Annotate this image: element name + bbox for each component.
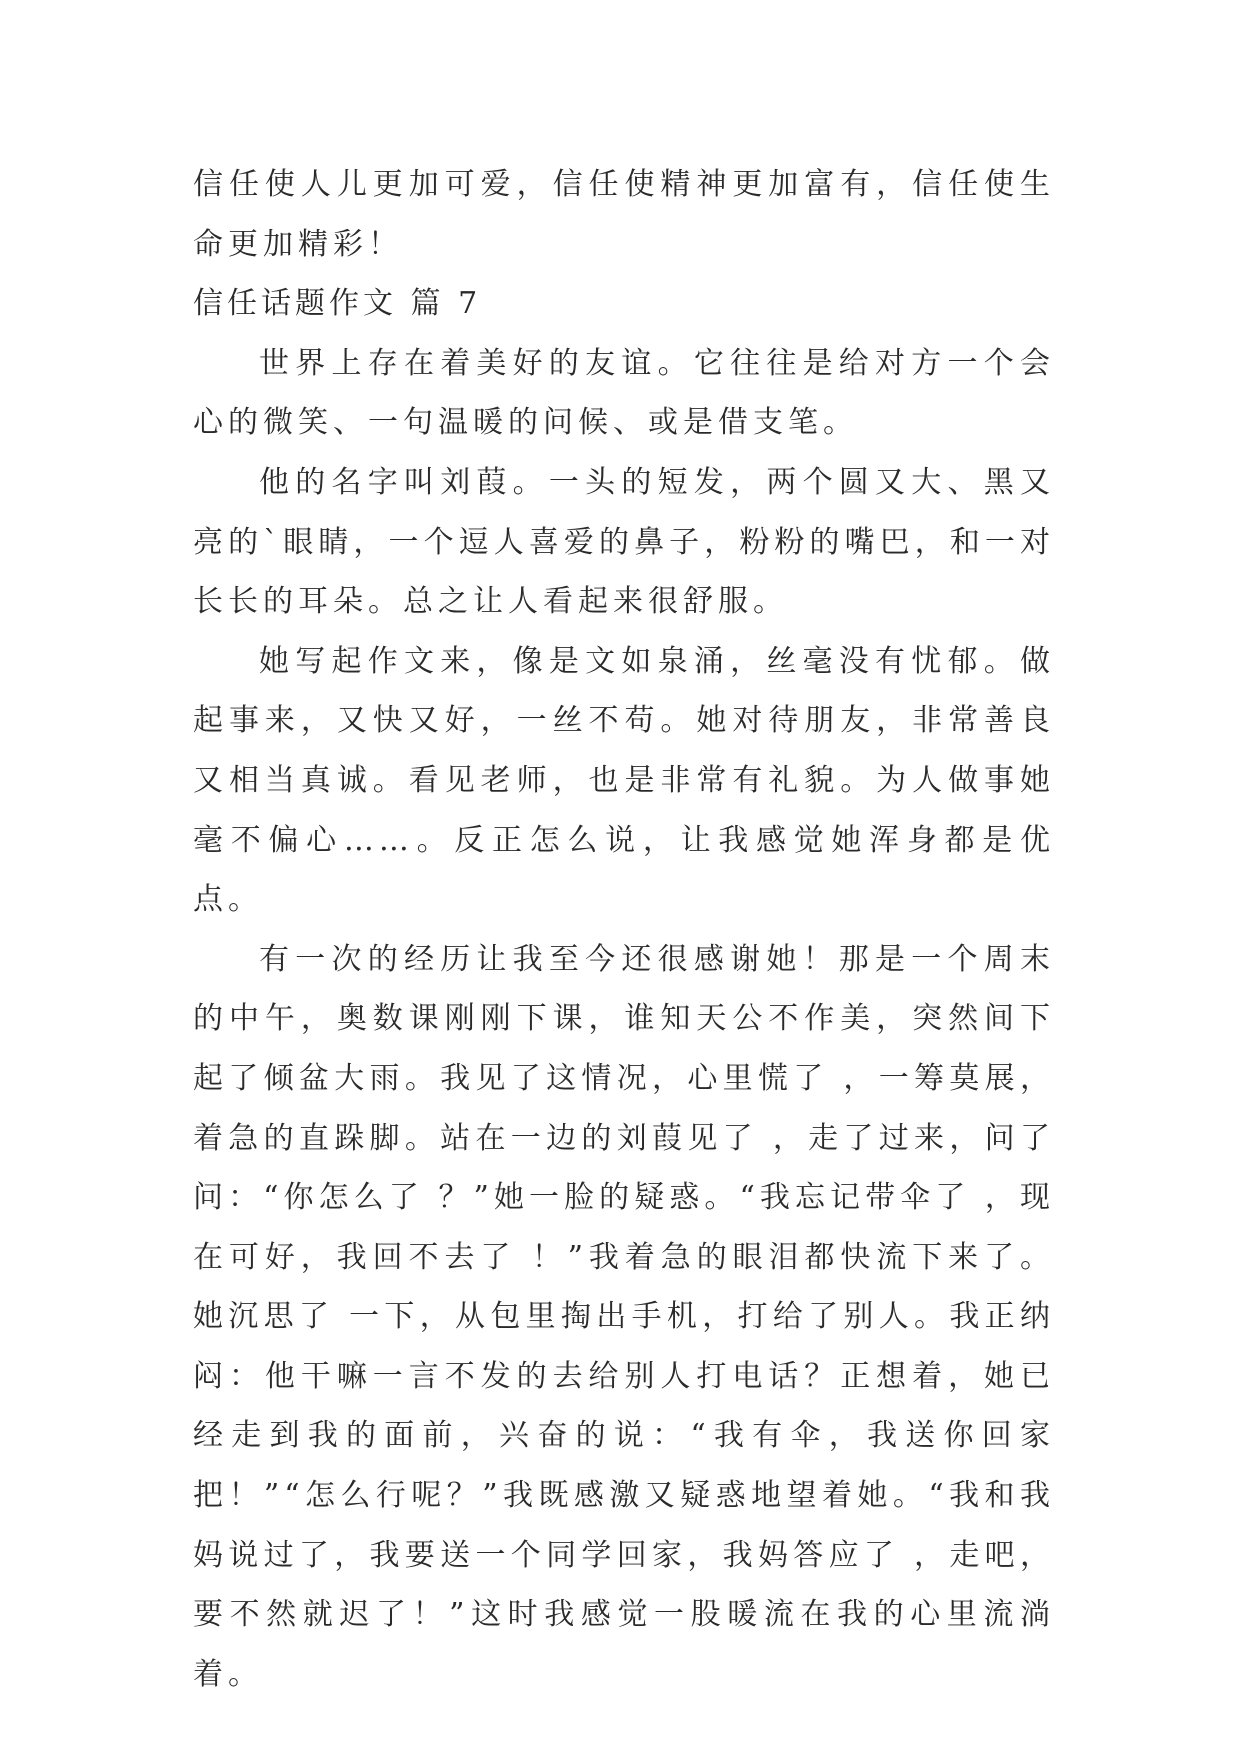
paragraph-1: 世界上存在着美好的友谊。它往往是给对方一个会心的微笑、一句温暖的问候、或是借支笔。 xyxy=(193,345,1055,441)
document-body xyxy=(193,155,1055,1704)
paragraph-2: 他的名字叫刘葭。一头的短发，两个圆又大、黑又亮的`眼睛，一个逗人喜爱的鼻子，粉粉的嘴巴，和一对长长的耳朵。总之让人看起来很舒服。 xyxy=(193,464,1055,620)
paragraph-3: 她写起作文来，像是文如泉涌，丝毫没有忧郁。做起事来，又快又好，一丝不苟。她对待朋友，非常善良又相当真诚。看见老师，也是非常有礼貌。为人做事她毫不偏心……。反正怎么说，让我感觉她浑身都是优点。 xyxy=(193,643,1055,918)
paragraph-4: 有一次的经历让我至今还很感谢她！那是一个周末的中午，奥数课刚刚下课，谁知天公不作美，突然间下起了倾盆大雨。我见了这情况，心里慌了 ，一筹莫展，着急的直跺脚。站在一边的刘葭见了 ，走了过来，问了问：“你怎么了 ？”她一脸的疑惑。“我忘记带伞了 ，现在可好，我回不去了 ！”我着急的眼泪都快流下来了。她沉思了 一下，从包里掏出手机，打给了别人。我正纳闷：他干嘛一言不发的去给别人打电话？正想着，她已经走到我的面前，兴奋的说：“我有伞，我送你回家把！”“怎么行呢？”我既感激又疑惑地望着她。“我和我妈说过了，我要送一个同学回家，我妈答应了 ，走吧，要不然就迟了！”这时我感觉一股暖流在我的心里流淌着。 xyxy=(193,941,1055,1692)
intro-paragraph: 信任使人儿更加可爱，信任使精神更加富有，信任使生命更加精彩！ xyxy=(193,167,1055,262)
section-heading: 信任话题作文 篇 7 xyxy=(193,286,482,322)
